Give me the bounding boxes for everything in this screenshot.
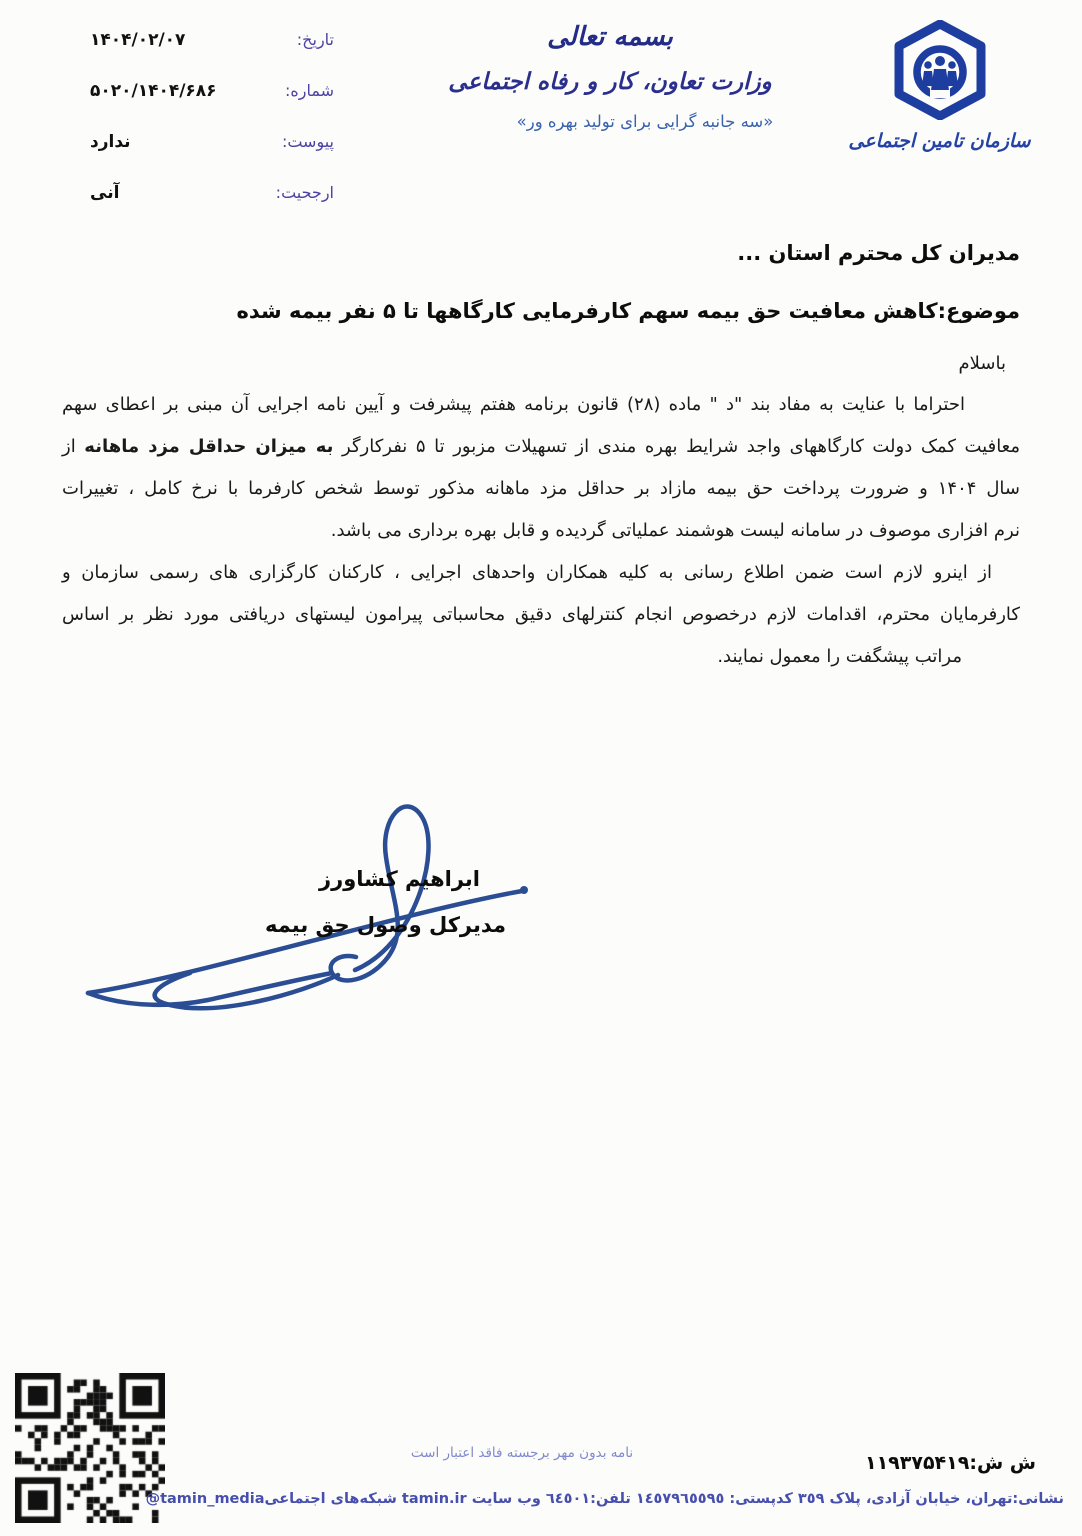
social-networks-text: شبکه‌های اجتماعی [264, 1491, 402, 1507]
addressee-line: مدیران کل محترم استان ... [737, 241, 1020, 265]
signature-block [70, 795, 550, 1015]
record-number-label: ش ش: [969, 1452, 1036, 1474]
meta-row-attachment [82, 132, 334, 152]
organization-name: سازمان تامین اجتماعی [848, 130, 1031, 152]
qr-code-icon [15, 1373, 165, 1523]
body-line-7: مراتب پیشگفت را معمول نمایند. [717, 646, 962, 667]
record-number [865, 1452, 1036, 1474]
letter-body [62, 384, 1020, 678]
subject-line: موضوع:کاهش معافیت حق بیمه سهم کارفرمایی کارگاهها تا ۵ نفر بیمه شده [236, 299, 1020, 323]
meta-row-number [82, 81, 334, 101]
tamin-social-security-logo-icon [890, 20, 990, 120]
body-line-2-end: از [62, 436, 85, 457]
body-line-2 [62, 426, 1020, 468]
number-label: شماره: [284, 81, 334, 100]
meta-row-priority [82, 183, 334, 203]
handwritten-signature-icon [70, 795, 550, 1015]
attachment-value: ندارد [90, 132, 131, 152]
priority-label: ارجحیت: [275, 183, 334, 202]
attachment-label: پیوست: [281, 132, 334, 151]
organization-logo-block [847, 20, 1032, 152]
date-value: ۱۴۰۴/۰۲/۰۷ [90, 30, 186, 50]
body-line-5: از اینرو لازم است ضمن اطلاع رسانی به کلیه همکاران واحدهای اجرایی ، کارکنان کارگزاری های رسمی سازمان و [62, 562, 992, 583]
date-label: تاریخ: [296, 30, 334, 49]
letterhead-slogan: «سه جانبه گرایی برای تولید بهره ور» [516, 112, 774, 131]
signer-title: مدیرکل وصول حق بیمه [264, 913, 506, 937]
ministry-name: وزارت تعاون، کار و رفاه اجتماعی [448, 69, 772, 95]
body-line-6: کارفرمایان محترم، اقدامات لازم درخصوص انجام کنترلهای دقیق محاسباتی پیرامون لیستهای دریافتی مورد نظر بر اساس [62, 604, 1020, 625]
record-number-value: ۱۱۹۳۷۵۴۱۹ [864, 1452, 970, 1474]
letter-meta-fields [82, 30, 334, 234]
body-line-4: نرم افزاری موصوف در سامانه لیست هوشمند عملیاتی گردیده و قابل بهره برداری می باشد. [330, 520, 1020, 541]
website-text: tamin.ir [401, 1491, 467, 1507]
number-value: ۵۰۲۰/۱۴۰۴/۶۸۶ [90, 81, 217, 101]
signer-name: ابراهیم کشاورز [319, 867, 480, 891]
social-handle-text: @tamin_media [145, 1491, 265, 1507]
body-line-1: احتراما با عنایت به مفاد بند "د " ماده (۲۸) قانون برنامه هفتم پیشرفت و آیین نامه اجرایی آن مبنی بر اعطای سهم [62, 394, 965, 415]
letterhead-center [420, 20, 800, 131]
meta-row-date [82, 30, 334, 50]
footer-address [145, 1491, 1064, 1507]
salutation: باسلام [958, 353, 1006, 374]
body-line-2-emphasis: به میزان حداقل مزد ماهانه [84, 436, 334, 457]
bismillah-text: بسمه تعالی [547, 22, 673, 52]
validity-note: نامه بدون مهر برجسته فاقد اعتبار است [410, 1445, 634, 1461]
priority-value: آنی [90, 183, 120, 203]
address-text: نشانی:تهران، خیابان آزادی، پلاک ٣٥٩ کدپستی: ١٤٥٧٩٦٥٥٩٥ تلفن:٦٤٥٠١ وب سایت [466, 1491, 1064, 1507]
body-line-2-start: معافیت کمک دولت کارگاههای واجد شرایط بهره مندی از تسهیلات مزبور تا ۵ نفرکارگر [333, 436, 1020, 457]
body-line-3: سال ۱۴۰۴ و ضرورت پرداخت حق بیمه مازاد بر حداقل مزد ماهانه مذکور توسط شخص کارفرما با نرخ کامل ، تغییرات [62, 478, 1020, 499]
